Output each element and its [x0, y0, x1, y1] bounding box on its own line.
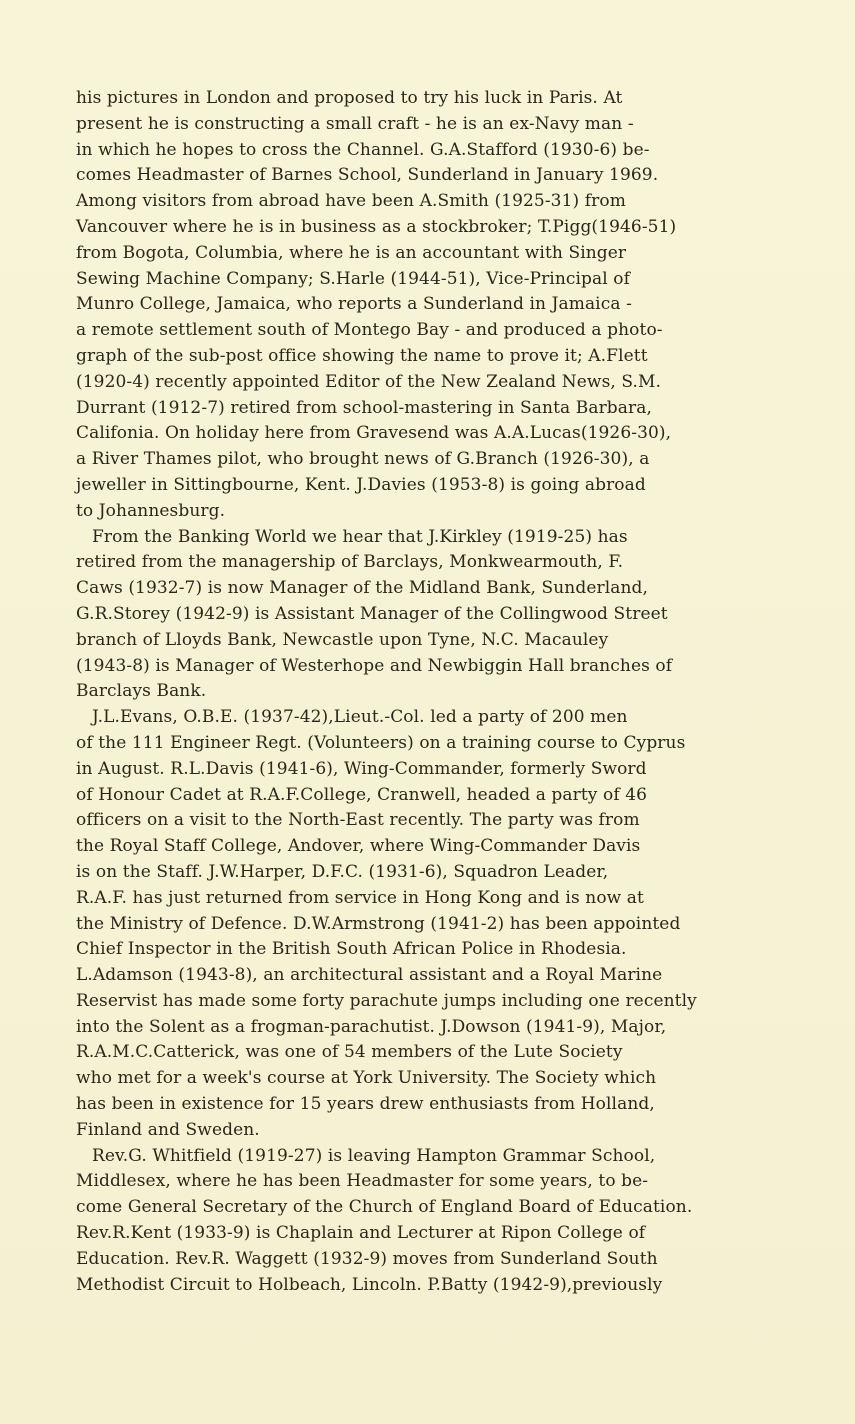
- text-line: is on the Staff. J.W.Harper, D.F.C. (1931-6), Squadron Leader,: [76, 861, 609, 882]
- text-line: Education. Rev.R. Waggett (1932-9) moves from Sunderland South: [76, 1248, 658, 1269]
- body-text: [76, 86, 796, 1298]
- text-line: the Royal Staff College, Andover, where Wing-Commander Davis: [76, 836, 641, 857]
- text-line: R.A.F. has just returned from service in Hong Kong and is now at: [76, 887, 644, 908]
- text-line: Califonia. On holiday here from Gravesend was A.A.Lucas(1926-30),: [76, 423, 672, 444]
- text-line: a remote settlement south of Montego Bay - and produced a photo-: [76, 320, 663, 341]
- text-line: Munro College, Jamaica, who reports a Sunderland in Jamaica -: [76, 294, 632, 315]
- text-line: of the 111 Engineer Regt. (Volunteers) on a training course to Cyprus: [76, 732, 686, 753]
- text-line: come General Secretary of the Church of England Board of Education.: [76, 1197, 693, 1218]
- text-line: jeweller in Sittingbourne, Kent. J.Davies (1953-8) is going abroad: [76, 474, 646, 495]
- text-line: L.Adamson (1943-8), an architectural assistant and a Royal Marine: [76, 965, 663, 986]
- text-line: graph of the sub-post office showing the name to prove it; A.Flett: [76, 345, 648, 366]
- text-line: Methodist Circuit to Holbeach, Lincoln. P.Batty (1942-9),previously: [76, 1274, 663, 1295]
- text-line: branch of Lloyds Bank, Newcastle upon Tyne, N.C. Macauley: [76, 629, 609, 650]
- text-line: Durrant (1912-7) retired from school-mastering in Santa Barbara,: [76, 397, 652, 418]
- text-line: Caws (1932-7) is now Manager of the Midland Bank, Sunderland,: [76, 578, 649, 599]
- text-line: to Johannesburg.: [76, 500, 226, 521]
- text-line: Chief Inspector in the British South African Police in Rhodesia.: [76, 939, 627, 960]
- text-line: his pictures in London and proposed to try his luck in Paris. At: [76, 88, 623, 108]
- text-line: J.L.Evans, O.B.E. (1937-42),Lieut.-Col. led a party of 200 men: [92, 707, 628, 728]
- text-line: Among visitors from abroad have been A.Smith (1925-31) from: [76, 191, 626, 212]
- text-line: (1943-8) is Manager of Westerhope and Newbiggin Hall branches of: [76, 655, 673, 676]
- text-line: the Ministry of Defence. D.W.Armstrong (1941-2) has been appointed: [76, 913, 681, 934]
- text-line: Finland and Sweden.: [76, 1119, 260, 1140]
- text-line: Sewing Machine Company; S.Harle (1944-51), Vice-Principal of: [76, 268, 631, 289]
- text-line: Rev.G. Whitfield (1919-27) is leaving Hampton Grammar School,: [92, 1145, 656, 1166]
- text-line: Middlesex, where he has been Headmaster for some years, to be-: [76, 1171, 649, 1192]
- text-line: Barclays Bank.: [76, 681, 207, 702]
- text-line: a River Thames pilot, who brought news of G.Branch (1926-30), a: [76, 449, 650, 470]
- text-line: in which he hopes to cross the Channel. G.A.Stafford (1930-6) be-: [76, 139, 650, 160]
- text-line: present he is constructing a small craft - he is an ex-Navy man -: [76, 113, 634, 134]
- text-line: from Bogota, Columbia, where he is an accountant with Singer: [76, 242, 627, 263]
- text-line: of Honour Cadet at R.A.F.College, Cranwell, headed a party of 46: [76, 784, 648, 805]
- text-line: R.A.M.C.Catterick, was one of 54 members of the Lute Society: [76, 1042, 623, 1063]
- text-line: retired from the managership of Barclays, Monkwearmouth, F.: [76, 552, 624, 573]
- text-line: Rev.R.Kent (1933-9) is Chaplain and Lecturer at Ripon College of: [76, 1223, 646, 1244]
- text-line: Reservist has made some forty parachute jumps including one recently: [76, 990, 697, 1011]
- text-line: in August. R.L.Davis (1941-6), Wing-Commander, formerly Sword: [76, 758, 647, 779]
- text-line: (1920-4) recently appointed Editor of the New Zealand News, S.M.: [76, 371, 662, 392]
- text-line: From the Banking World we hear that J.Kirkley (1919-25) has: [92, 526, 628, 547]
- text-line: into the Solent as a frogman-parachutist. J.Dowson (1941-9), Major,: [76, 1016, 667, 1037]
- text-line: has been in existence for 15 years drew enthusiasts from Holland,: [76, 1094, 655, 1115]
- text-line: Vancouver where he is in business as a stockbroker; T.Pigg(1946-51): [76, 216, 677, 237]
- text-line: comes Headmaster of Barnes School, Sunderland in January 1969.: [76, 165, 659, 186]
- text-line: G.R.Storey (1942-9) is Assistant Manager of the Collingwood Street: [76, 603, 668, 624]
- text-line: who met for a week's course at York University. The Society which: [76, 1068, 657, 1089]
- text-line: officers on a visit to the North-East recently. The party was from: [76, 810, 640, 831]
